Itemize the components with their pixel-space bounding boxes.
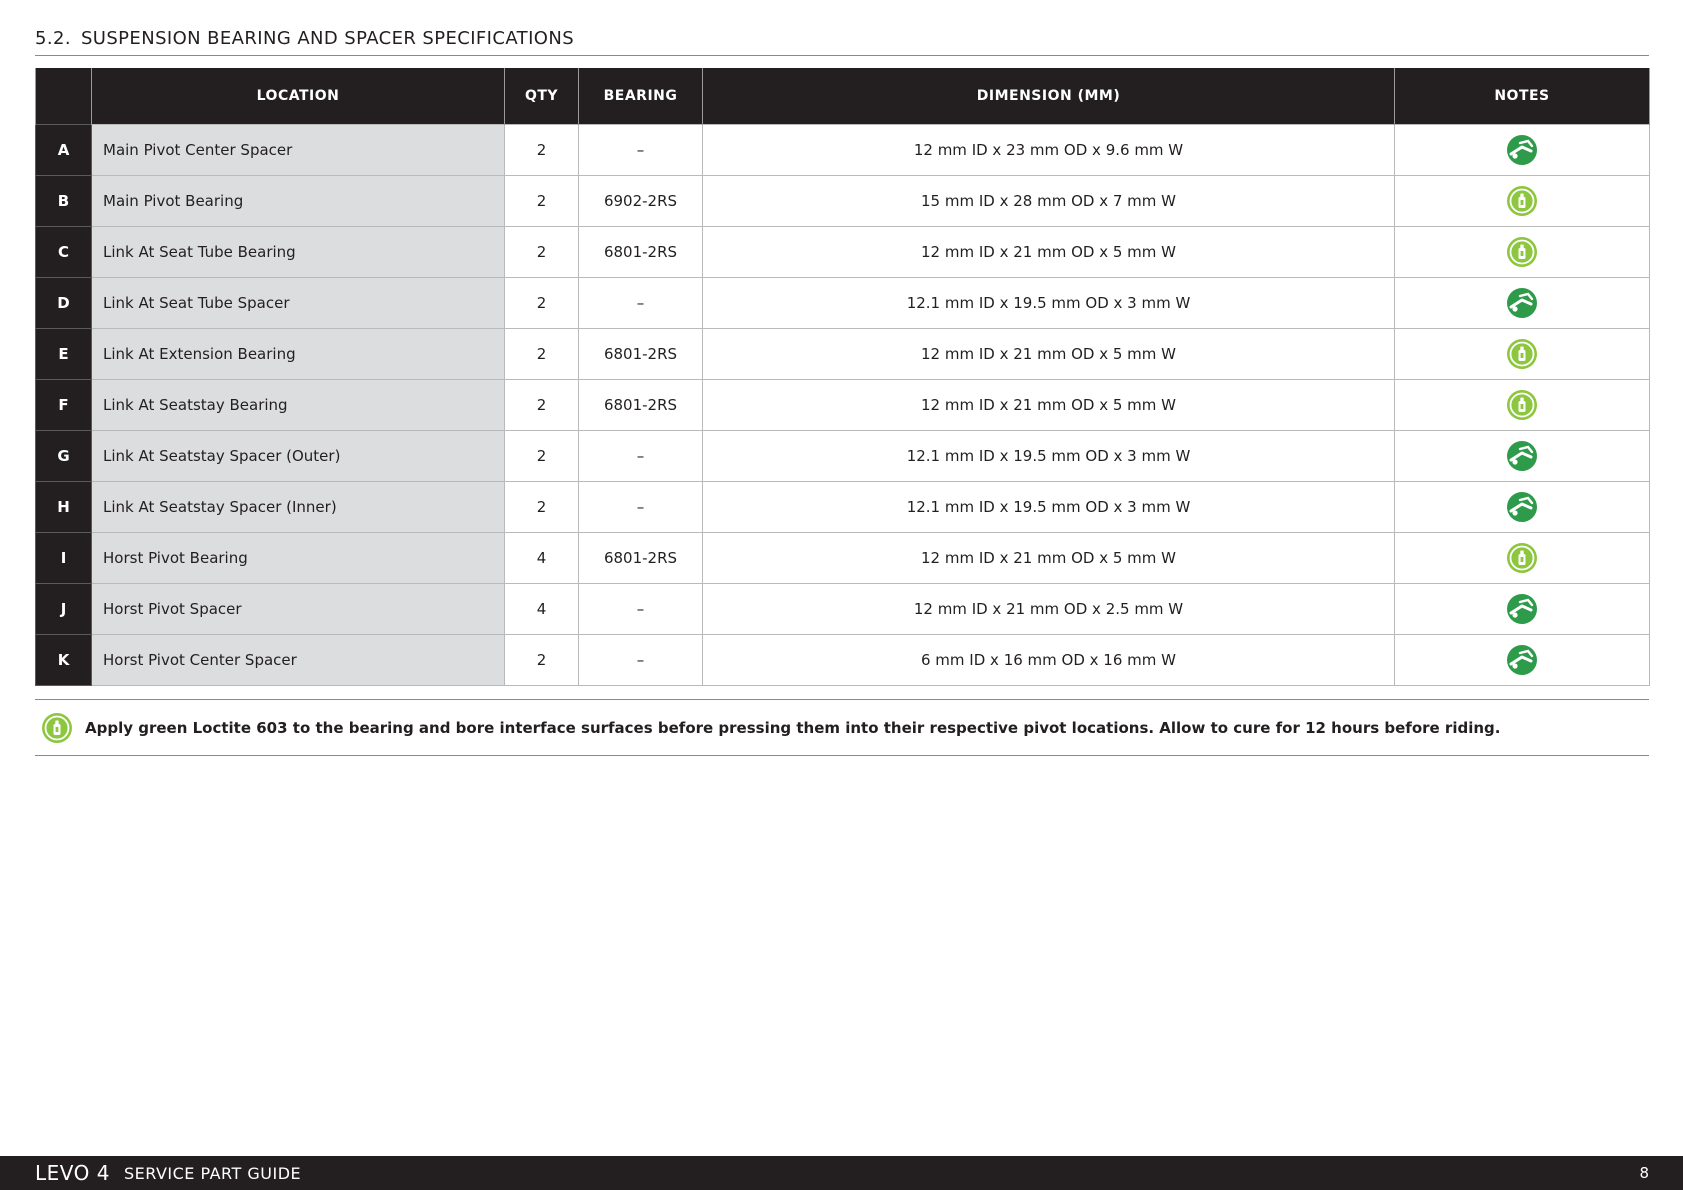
table-row [36,125,1650,176]
row-location: Horst Pivot Center Spacer [92,635,505,686]
page-number: 8 [1639,1164,1649,1182]
bearing-spec-table [35,68,1650,686]
row-dimension: 12.1 mm ID x 19.5 mm OD x 3 mm W [703,431,1395,482]
row-qty: 2 [505,278,579,329]
grease-icon [1506,440,1538,472]
row-location: Main Pivot Center Spacer [92,125,505,176]
row-bearing: – [579,431,703,482]
row-bearing: – [579,278,703,329]
row-bearing: 6801-2RS [579,329,703,380]
row-bearing: – [579,125,703,176]
table-row [36,380,1650,431]
header-dimension: DIMENSION (MM) [703,68,1395,125]
row-notes [1395,329,1650,380]
row-letter: G [36,431,92,482]
row-notes [1395,278,1650,329]
row-notes [1395,125,1650,176]
row-location: Link At Seat Tube Bearing [92,227,505,278]
row-letter: K [36,635,92,686]
header-location: LOCATION [92,68,505,125]
row-qty: 2 [505,635,579,686]
row-notes [1395,482,1650,533]
row-letter: F [36,380,92,431]
table-body [36,125,1650,686]
table-header-row [36,68,1650,125]
grease-icon [1506,134,1538,166]
row-dimension: 12 mm ID x 23 mm OD x 9.6 mm W [703,125,1395,176]
row-letter: D [36,278,92,329]
row-dimension: 12 mm ID x 21 mm OD x 2.5 mm W [703,584,1395,635]
row-dimension: 12 mm ID x 21 mm OD x 5 mm W [703,329,1395,380]
footnote-text: Apply green Loctite 603 to the bearing and bore interface surfaces before pressing them into their respective pivot locations. Allow to cure for 12 hours before riding. [85,718,1501,737]
row-qty: 2 [505,431,579,482]
row-location: Link At Seat Tube Spacer [92,278,505,329]
row-bearing: – [579,584,703,635]
table-row [36,227,1650,278]
row-qty: 2 [505,380,579,431]
grease-icon [1506,644,1538,676]
row-qty: 2 [505,227,579,278]
row-letter: B [36,176,92,227]
row-dimension: 12.1 mm ID x 19.5 mm OD x 3 mm W [703,278,1395,329]
footer-brand: LEVO 4 [35,1161,110,1185]
table-row [36,482,1650,533]
row-dimension: 12 mm ID x 21 mm OD x 5 mm W [703,227,1395,278]
row-notes [1395,176,1650,227]
header-letter [36,68,92,125]
header-bearing: BEARING [579,68,703,125]
loctite-icon [1506,389,1538,421]
row-dimension: 12.1 mm ID x 19.5 mm OD x 3 mm W [703,482,1395,533]
section-title [35,28,1649,56]
row-bearing: 6902-2RS [579,176,703,227]
row-location: Link At Seatstay Spacer (Outer) [92,431,505,482]
row-notes [1395,584,1650,635]
row-dimension: 12 mm ID x 21 mm OD x 5 mm W [703,533,1395,584]
page-footer [0,1156,1683,1190]
row-dimension: 12 mm ID x 21 mm OD x 5 mm W [703,380,1395,431]
loctite-footnote [35,699,1649,756]
row-location: Link At Extension Bearing [92,329,505,380]
loctite-icon [1506,236,1538,268]
table-row [36,329,1650,380]
row-bearing: 6801-2RS [579,533,703,584]
section-title-text: SUSPENSION BEARING AND SPACER SPECIFICATIONS [80,28,575,49]
table-row [36,431,1650,482]
loctite-icon [1506,185,1538,217]
row-qty: 2 [505,125,579,176]
row-location: Main Pivot Bearing [92,176,505,227]
row-qty: 4 [505,584,579,635]
row-location: Horst Pivot Bearing [92,533,505,584]
row-letter: C [36,227,92,278]
row-bearing: 6801-2RS [579,380,703,431]
row-letter: A [36,125,92,176]
row-qty: 2 [505,482,579,533]
row-letter: I [36,533,92,584]
row-letter: E [36,329,92,380]
table-row [36,176,1650,227]
row-notes [1395,533,1650,584]
footer-guide-title: SERVICE PART GUIDE [123,1163,302,1183]
row-notes [1395,431,1650,482]
row-bearing: – [579,635,703,686]
row-dimension: 6 mm ID x 16 mm OD x 16 mm W [703,635,1395,686]
table-row [36,635,1650,686]
grease-icon [1506,287,1538,319]
row-notes [1395,227,1650,278]
row-notes [1395,635,1650,686]
row-qty: 2 [505,329,579,380]
table-row [36,584,1650,635]
loctite-icon [41,712,73,744]
row-dimension: 15 mm ID x 28 mm OD x 7 mm W [703,176,1395,227]
row-location: Link At Seatstay Spacer (Inner) [92,482,505,533]
grease-icon [1506,491,1538,523]
loctite-icon [1506,542,1538,574]
header-qty: QTY [505,68,579,125]
header-notes: NOTES [1395,68,1650,125]
table-row [36,533,1650,584]
row-bearing: 6801-2RS [579,227,703,278]
grease-icon [1506,593,1538,625]
row-location: Horst Pivot Spacer [92,584,505,635]
row-letter: H [36,482,92,533]
row-qty: 4 [505,533,579,584]
row-bearing: – [579,482,703,533]
row-letter: J [36,584,92,635]
row-location: Link At Seatstay Bearing [92,380,505,431]
table-row [36,278,1650,329]
row-qty: 2 [505,176,579,227]
row-notes [1395,380,1650,431]
loctite-icon [1506,338,1538,370]
section-number: 5.2. [35,28,71,49]
